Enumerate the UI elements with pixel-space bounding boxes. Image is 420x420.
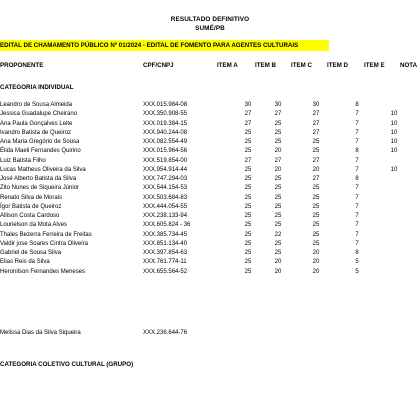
row-name: Elias Reis da Silva bbox=[0, 259, 50, 266]
section-title-coletivo: CATEGORIA COLETIVO CULTURAL (GRUPO) bbox=[0, 361, 134, 368]
row-name: Ana Maria Gregório de Sousa bbox=[0, 139, 80, 145]
row-e: 10 bbox=[390, 129, 398, 136]
row-d: 8 bbox=[355, 250, 359, 256]
row-c: 25 bbox=[312, 213, 320, 219]
row-b: 25 bbox=[274, 213, 282, 219]
row-name: Renato Silva de Morais bbox=[0, 194, 63, 201]
row-b: 20 bbox=[274, 148, 282, 155]
row-c: 20 bbox=[312, 259, 320, 266]
row-c: 30 bbox=[312, 102, 320, 108]
col-header-item-e: ITEM E bbox=[364, 62, 385, 69]
table-row bbox=[0, 166, 420, 174]
row-cpf: XXX.236.644-76 bbox=[143, 330, 188, 336]
row-a: 25 bbox=[244, 129, 252, 136]
row-d: 7 bbox=[355, 194, 359, 201]
row-d: 8 bbox=[355, 176, 359, 182]
row-name: Valdir jose Soares Cintra Oliveira bbox=[0, 240, 88, 247]
row-cpf: XXX.655.564-52 bbox=[143, 268, 188, 275]
document-subtitle: SUMÉ/PB bbox=[195, 25, 225, 32]
row-cpf: XXX.851.134-40 bbox=[143, 240, 188, 247]
row-b: 25 bbox=[274, 250, 282, 256]
row-name: Gabriel de Sousa Silva bbox=[0, 250, 62, 256]
row-cpf: XXX.015.984-08 bbox=[143, 102, 188, 108]
row-b: 30 bbox=[274, 102, 282, 108]
table-row bbox=[0, 221, 420, 229]
table-row bbox=[0, 138, 420, 146]
table-row bbox=[0, 258, 420, 266]
row-d: 7 bbox=[355, 185, 359, 192]
row-cpf: XXX.397.854-63 bbox=[143, 250, 188, 256]
table-row bbox=[0, 147, 420, 155]
col-header-cpf: CPF/CNPJ bbox=[143, 62, 174, 69]
row-a: 25 bbox=[244, 148, 252, 155]
row-name: Thales Bezerra Ferreira de Freitas bbox=[0, 231, 92, 238]
row-cpf: XXX.015.964-56 bbox=[143, 148, 188, 155]
row-name: José Alberto Batista da Silva bbox=[0, 176, 77, 182]
row-name: Melissa Dias da Silva Siqueira bbox=[0, 330, 81, 336]
row-b: 27 bbox=[274, 157, 282, 164]
row-name: Élida Maeli Fernandes Quirino bbox=[0, 148, 81, 155]
row-d: 8 bbox=[355, 102, 359, 108]
row-d: 7 bbox=[355, 120, 359, 127]
row-a: 25 bbox=[244, 203, 252, 210]
row-a: 27 bbox=[244, 157, 252, 164]
row-a: 25 bbox=[244, 166, 252, 173]
row-b: 20 bbox=[274, 259, 282, 266]
row-d: 7 bbox=[355, 166, 359, 173]
row-d: 7 bbox=[355, 111, 359, 118]
row-a: 25 bbox=[244, 259, 252, 266]
table-row bbox=[0, 203, 420, 211]
row-cpf: XXX.238.133-94 bbox=[143, 213, 188, 219]
table-row bbox=[0, 175, 420, 183]
row-a: 30 bbox=[244, 102, 252, 108]
table-row bbox=[0, 120, 420, 128]
row-cpf: XXX.385.734-45 bbox=[143, 231, 188, 238]
extra-row bbox=[0, 329, 420, 337]
row-name: Allison Costa Cardoso bbox=[0, 213, 60, 219]
row-b: 25 bbox=[274, 139, 282, 145]
row-a: 25 bbox=[244, 213, 252, 219]
row-e: 10 bbox=[390, 166, 398, 173]
row-cpf: XXX.019.384-15 bbox=[143, 120, 188, 127]
row-b: 25 bbox=[274, 176, 282, 182]
row-name: Luiz Batista Filho bbox=[0, 157, 46, 164]
row-d: 7 bbox=[355, 129, 359, 136]
row-d: 5 bbox=[355, 259, 359, 266]
row-cpf: XXX.605.824 - 36 bbox=[143, 222, 191, 229]
row-c: 25 bbox=[312, 203, 320, 210]
col-header-item-d: ITEM D bbox=[327, 62, 348, 69]
row-name: Ígor Batista de Queiroz bbox=[0, 203, 62, 210]
row-a: 25 bbox=[244, 185, 252, 192]
table-row bbox=[0, 184, 420, 192]
row-b: 25 bbox=[274, 129, 282, 136]
row-name: Ana Paula Gonçalves Leite bbox=[0, 120, 73, 127]
row-name: Zito Nunes de Siqueira Júnior bbox=[0, 185, 80, 192]
row-c: 27 bbox=[312, 129, 320, 136]
row-c: 25 bbox=[312, 139, 320, 145]
row-d: 7 bbox=[355, 240, 359, 247]
row-cpf: XXX.747.294-03 bbox=[143, 176, 188, 182]
row-a: 25 bbox=[244, 250, 252, 256]
row-b: 20 bbox=[274, 268, 282, 275]
row-e: 10 bbox=[390, 139, 398, 145]
row-b: 25 bbox=[274, 185, 282, 192]
row-cpf: XXX.444.054-55 bbox=[143, 203, 188, 210]
row-a: 25 bbox=[244, 139, 252, 145]
edital-banner: EDITAL DE CHAMAMENTO PÚBLICO Nº 01/2024 - EDITAL DE FOMENTO PARA AGENTES CULTURAIS bbox=[0, 40, 329, 51]
row-d: 7 bbox=[355, 139, 359, 145]
row-d: 8 bbox=[355, 148, 359, 155]
row-b: 20 bbox=[274, 166, 282, 173]
row-cpf: XXX.761.774-11 bbox=[143, 259, 187, 266]
row-c: 20 bbox=[312, 250, 320, 256]
row-c: 25 bbox=[312, 148, 320, 155]
row-name: Jessica Guadalupe Cheirano bbox=[0, 111, 78, 118]
table-row bbox=[0, 194, 420, 202]
row-b: 25 bbox=[274, 222, 282, 229]
row-b: 25 bbox=[274, 120, 282, 127]
row-d: 7 bbox=[355, 213, 359, 219]
row-a: 25 bbox=[244, 268, 252, 275]
col-header-item-b: ITEM B bbox=[255, 62, 276, 69]
row-name: Leandro de Sousa Almeida bbox=[0, 102, 73, 108]
table-row bbox=[0, 110, 420, 118]
table-row bbox=[0, 268, 420, 276]
row-b: 25 bbox=[274, 194, 282, 201]
table-row bbox=[0, 249, 420, 257]
row-cpf: XXX.544.154-53 bbox=[143, 185, 188, 192]
col-header-item-c: ITEM C bbox=[291, 62, 312, 69]
row-e: 10 bbox=[390, 148, 398, 155]
row-e: 10 bbox=[390, 120, 398, 127]
col-header-nota: NOTA bbox=[400, 62, 418, 69]
row-name: Heronilson Fernandes Meneses bbox=[0, 268, 86, 275]
table-row bbox=[0, 212, 420, 220]
row-name: Ivandro Batista de Queiroz bbox=[0, 129, 72, 136]
row-cpf: XXX.519.854-00 bbox=[143, 157, 188, 164]
col-header-proponente: PROPONENTE bbox=[0, 62, 44, 69]
row-c: 25 bbox=[312, 231, 320, 238]
row-c: 27 bbox=[312, 111, 320, 118]
row-a: 27 bbox=[244, 120, 252, 127]
row-a: 25 bbox=[244, 176, 252, 182]
row-c: 20 bbox=[312, 268, 320, 275]
row-a: 25 bbox=[244, 240, 252, 247]
row-c: 25 bbox=[312, 222, 320, 229]
row-c: 25 bbox=[312, 240, 320, 247]
section-title-individual: CATEGORIA INDIVIDUAL bbox=[0, 84, 74, 91]
table-row bbox=[0, 157, 420, 165]
row-a: 25 bbox=[244, 194, 252, 201]
row-cpf: XXX.082.554-49 bbox=[143, 139, 188, 145]
row-d: 7 bbox=[355, 231, 359, 238]
row-cpf: XXX.503.684-83 bbox=[143, 194, 188, 201]
row-name: Lucas Matheus Oliveira da Silva bbox=[0, 166, 86, 173]
row-e: 10 bbox=[390, 111, 398, 118]
row-b: 22 bbox=[274, 231, 282, 238]
row-b: 25 bbox=[274, 240, 282, 247]
row-d: 7 bbox=[355, 222, 359, 229]
row-c: 25 bbox=[312, 194, 320, 201]
row-b: 25 bbox=[274, 203, 282, 210]
table-row bbox=[0, 129, 420, 137]
document-title: RESULTADO DEFINITIVO bbox=[170, 16, 250, 23]
row-d: 5 bbox=[355, 268, 359, 275]
row-c: 25 bbox=[312, 185, 320, 192]
row-c: 27 bbox=[312, 176, 320, 182]
row-name: Lourielson da Mota Alves bbox=[0, 222, 68, 229]
row-a: 25 bbox=[244, 231, 252, 238]
table-row bbox=[0, 240, 420, 248]
row-d: 7 bbox=[355, 157, 359, 164]
table-row bbox=[0, 101, 420, 109]
row-cpf: XXX.954.914-44 bbox=[143, 166, 188, 173]
row-c: 27 bbox=[312, 120, 320, 127]
row-cpf: XXX.350.908-55 bbox=[143, 111, 188, 118]
col-header-item-a: ITEM A bbox=[217, 62, 238, 69]
table-row bbox=[0, 231, 420, 239]
row-c: 27 bbox=[312, 157, 320, 164]
row-cpf: XXX.940.244-08 bbox=[143, 129, 188, 136]
row-c: 20 bbox=[312, 166, 320, 173]
row-d: 7 bbox=[355, 203, 359, 210]
row-a: 27 bbox=[244, 111, 252, 118]
row-b: 27 bbox=[274, 111, 282, 118]
row-a: 25 bbox=[244, 222, 252, 229]
